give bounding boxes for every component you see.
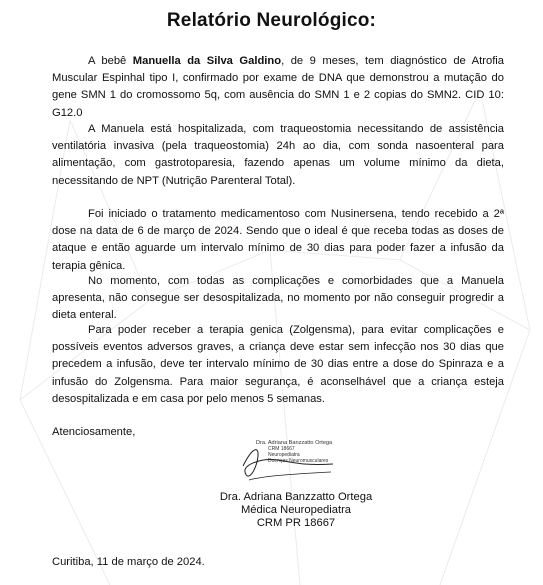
stamp-crm: CRM 18667 <box>268 446 295 452</box>
doctor-stamp <box>256 440 332 464</box>
paragraph-hospitalization: A Manuela está hospitalizada, com traqueostomia necessitando de assistência ventilatória invasiva (pela traqueostomia) 24h ao dia, com sonda nasoenteral para alimentação, com gastrotoparesia, fazendo apenas um volume mínimo da dieta, necessitando de NPT (Nutrição Parenteral Total). <box>52 123 504 187</box>
stamp-subspecialty: Doenças Neuromusculares <box>268 458 329 464</box>
paragraph-gene-therapy: Para poder receber a terapia genica (Zolgensma), para evitar complicações e possíveis eventos adversos graves, a criança deve estar sem infecção nos 30 dias que precedem a infusão, deve ter intervalo mínimo de 30 dias entre a dose do Spinraza e a infusão do Zolgensma. Para maior segurança, é aconselhável que a criança esteja desospitalizada e em casa por pelo menos 5 semanas. <box>52 324 504 405</box>
report-title: Relatório Neurológico: <box>166 10 377 31</box>
diagnosis-text: , de 9 meses, tem diagnóstico de Atrofia Muscular Espinhal tipo I, confirmado por exame de DNA que demonstrou a mutação do gene SMN 1 do cromossomo 5q, com ausência do SMN 1 e 2 copias do SMN2. CID 10: G12.0 <box>52 55 505 119</box>
place-and-date: Curitiba, 11 de março de 2024. <box>52 556 205 568</box>
patient-name: Manuella da Silva Galdino <box>132 55 282 67</box>
signer-role: Médica Neuropediatra <box>240 504 352 516</box>
stamp-specialty: Neuropediatra <box>268 452 300 458</box>
stamp-name: Dra. Adriana Banzzatto Ortega <box>256 440 333 446</box>
signer-name: Dra. Adriana Banzzatto Ortega <box>219 491 373 503</box>
closing-salutation: Atenciosamente, <box>52 426 136 438</box>
paragraph-diagnosis <box>52 53 504 122</box>
paragraph-treatment: Foi iniciado o tratamento medicamentoso com Nusinersena, tendo recebido a 2ª dose na data de 6 de março de 2024. Sendo que o ideal é que receba todas as doses de ataque e então aguarde um intervalo mínimo de 30 dias para poder fazer a infusão da terapia gênica. <box>52 208 504 272</box>
signature-block <box>196 491 396 530</box>
signer-crm: CRM PR 18667 <box>256 517 336 529</box>
diagnosis-prefix: A bebê <box>88 55 133 67</box>
paragraph-current-status: No momento, com todas as complicações e comorbidades que a Manuela apresenta, não consegue ser desospitalizada, no momento por não conseguir progredir a dieta enteral. <box>52 275 504 322</box>
